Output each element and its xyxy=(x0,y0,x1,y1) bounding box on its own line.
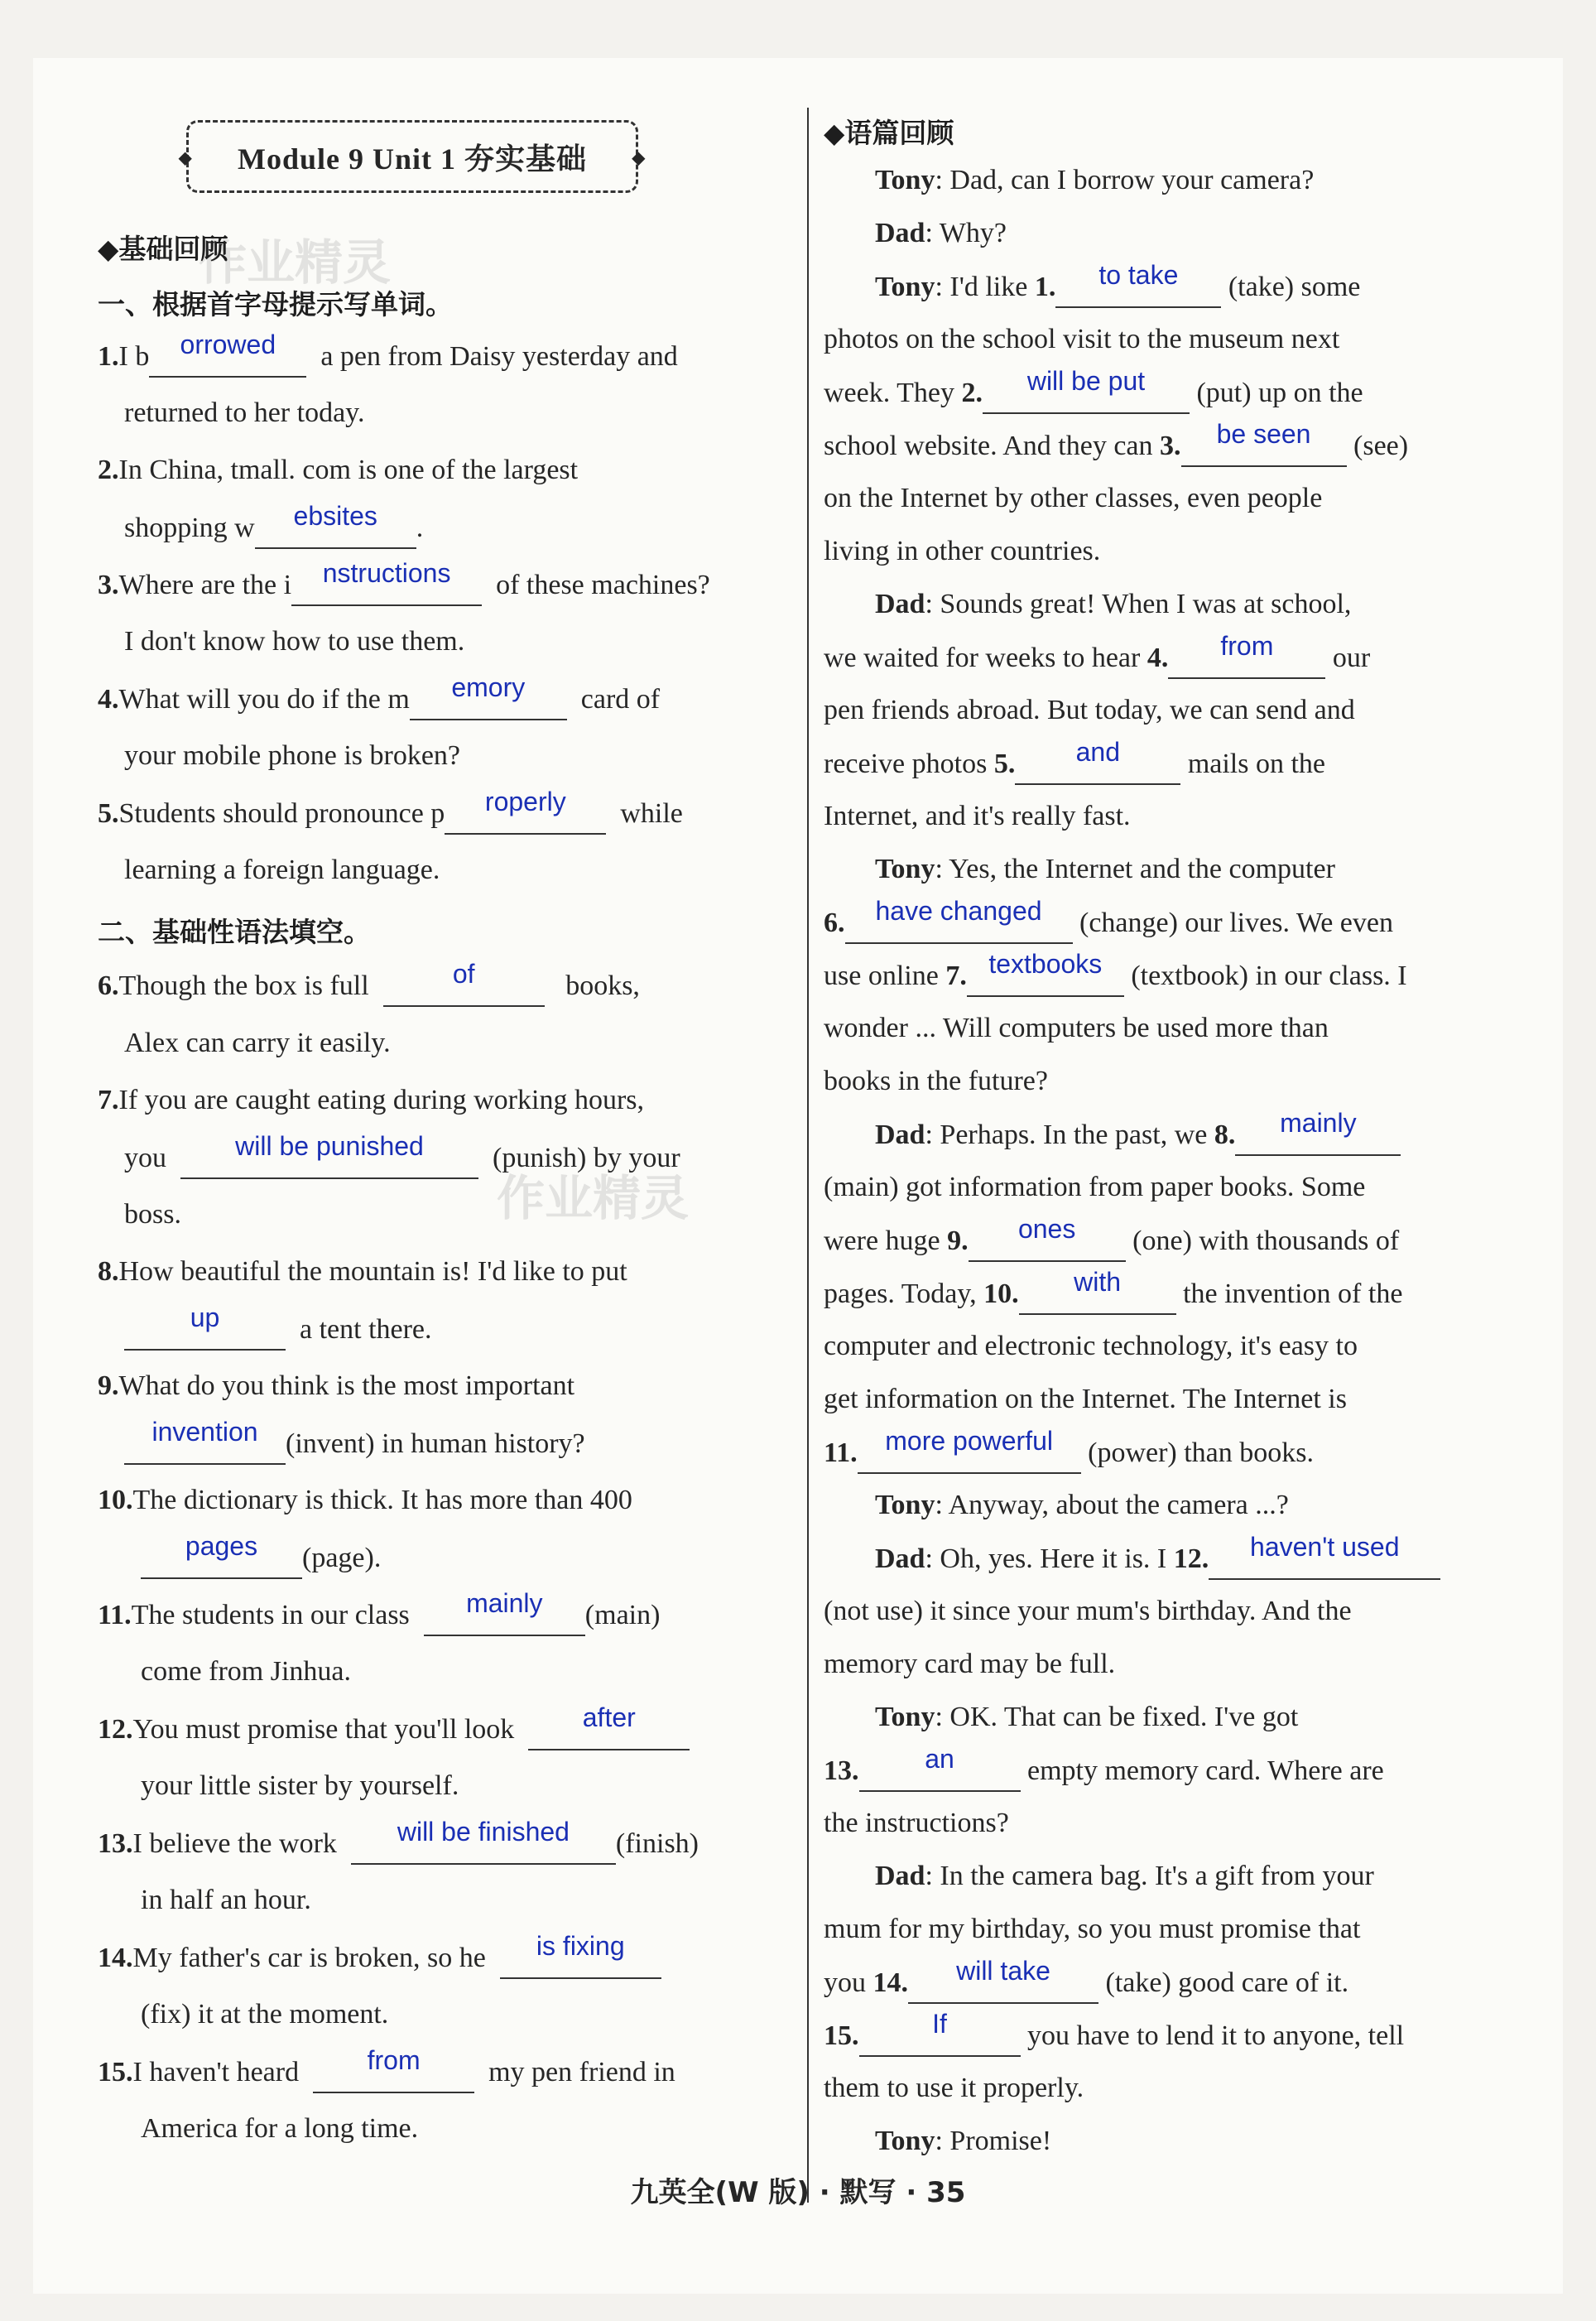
answer-blank[interactable]: have changed xyxy=(845,906,1073,944)
question-14: 14.My father's car is broken, so he is fixing xyxy=(98,1941,661,1979)
question-13: 13.I believe the work will be finished (finish) xyxy=(98,1827,699,1865)
answer-blank[interactable]: If xyxy=(859,2019,1021,2057)
question-5: 5.Students should pronounce p roperly while xyxy=(98,797,683,835)
answer-blank[interactable]: mainly xyxy=(1235,1118,1401,1156)
answer-blank[interactable]: orrowed xyxy=(149,339,306,378)
answer-blank[interactable]: after xyxy=(528,1712,690,1750)
answer-blank[interactable]: to take xyxy=(1055,270,1221,308)
question-6: 6.Though the box is full of books, xyxy=(98,969,640,1007)
answer-blank[interactable]: ebsites xyxy=(255,511,416,549)
answer-blank[interactable]: is fixing xyxy=(500,1941,661,1979)
title-text: Module 9 Unit 1 夯实基础 xyxy=(237,142,587,176)
watermark: 作业精灵 xyxy=(199,234,392,291)
answer-blank[interactable]: emory xyxy=(410,682,567,720)
question-1: 1.I b orrowed a pen from Daisy yesterday and xyxy=(98,339,678,378)
answer-blank[interactable]: up xyxy=(124,1312,286,1351)
question-10: 10.The dictionary is thick. It has more than 400 xyxy=(98,1485,632,1515)
answer-blank[interactable]: mainly xyxy=(424,1598,585,1636)
question-8: 8.How beautiful the mountain is! I'd like to put xyxy=(98,1256,627,1287)
diamond-icon: ◆ xyxy=(632,149,646,167)
question-15: 15.I haven't heard from my pen friend in xyxy=(98,2055,675,2093)
question-9: 9.What do you think is the most important xyxy=(98,1370,575,1401)
answer-blank[interactable]: from xyxy=(313,2055,474,2093)
question-2: 2.In China, tmall. com is one of the largest xyxy=(98,455,579,485)
answer-blank[interactable]: from xyxy=(1168,641,1325,679)
answer-blank[interactable]: will be finished xyxy=(351,1827,616,1865)
answer-blank[interactable]: ones xyxy=(969,1224,1126,1262)
question-7: 7.If you are caught eating during working hours, xyxy=(98,1085,644,1115)
worksheet-page: ◆ Module 9 Unit 1 夯实基础 ◆ 作业精灵 作业精灵 ◆基础回顾 一、根据首字母提示写单词。 1.I b orrowed a pen from Daisy yesterday and returned to her today. 2.In China, tmall. com is one of the largest shopping w ebsites . 3.Where are the i nstructions of these machines? I don't know how to use them. 4.What will you do if the m emory card of your mobile phone is broken? 5.Students should pronounce p roperly while learning a foreign language. 二、基础性语法填空。 6.Though the box is full of books, Alex can carry it easily. 7.If you are caught eating during working hours, you will be punished (punish) by your boss. 8.How beautiful the mountain is! I'd like to put up a tent there. 9.What do you think is the most important invention (invent) in human history? 10.The dictionary is thick. It has more than 400 pages (page). 11.The students in our class mainly (main) come from Jinhua. 12.You must promise that you'll look after your little sister by yourself. 13.I believe the work will be finished (finish) in half an hour. 14.My father's car is broken, so he is fixing (fix) it at the moment. 15.I haven't heard from my pen friend in America for a long time. ◆语篇回顾 Tony: Dad, can I borrow your camera? Dad: Why? Tony: I'd like 1. to take (take) some photos on the school visit to the museum next week. They 2. will be put (put) up on the school website. And they can 3. be seen (see) on the Internet by other classes, even people living in other countries. Dad: Sounds great! When I was at school, we waited for weeks to hear 4. from our pen friends abroad. But today, we can send and receive photos 5. and mails on the Internet, and it's really fast. Tony: Yes, the Internet and the computer 6. have changed (change) our lives. We even use online 7. textbooks (textbook) in our class. I wonder ... Will computers be used more than books in the future? Dad: Perhaps. In the past, we 8. mainly (main) got information from paper books. Some were huge 9. ones (one) with thousands of pages. Today, 10. with the invention of the computer and electronic technology, it's easy to get information on the Internet. The Internet is 11. more powerful (power) than books. Tony: Anyway, about the camera ...? Dad: Oh, yes. Here it is. I 12. haven't used (not use) it since your mum's birthday. And the memory card may be full. Tony: OK. That can be fixed. I've got 13. an empty memory card. Where are the instructions? Dad: In the camera bag. It's a gift from your mum for my birthday, so you must promise that you 14. will take (take) good care of it. 15. If you have to lend it to anyone, tell them to use it properly. Tony: Promise! 九英全(W 版) · 默写 · 35 xyxy=(33,58,1563,2294)
page-footer: 九英全(W 版) · 默写 · 35 xyxy=(630,2176,966,2209)
answer-blank[interactable]: more powerful xyxy=(858,1436,1081,1474)
question-4: 4.What will you do if the m emory card of xyxy=(98,682,660,720)
part-heading: 二、基础性语法填空。 xyxy=(98,916,371,948)
answer-blank[interactable]: will be punished xyxy=(180,1141,478,1179)
answer-blank[interactable]: textbooks xyxy=(967,959,1124,997)
page-title xyxy=(179,120,646,193)
column-divider xyxy=(807,108,809,2203)
section-heading: ◆语篇回顾 xyxy=(824,117,954,149)
answer-blank[interactable]: pages xyxy=(141,1541,302,1579)
answer-blank[interactable]: be seen xyxy=(1181,429,1347,467)
question-3: 3.Where are the i nstructions of these machines? xyxy=(98,568,710,606)
section-heading: ◆基础回顾 xyxy=(98,233,228,265)
answer-blank[interactable]: invention xyxy=(124,1427,286,1465)
answer-blank[interactable]: haven't used xyxy=(1209,1542,1440,1580)
answer-blank[interactable]: will take xyxy=(908,1966,1098,2004)
question-12: 12.You must promise that you'll look after xyxy=(98,1712,690,1750)
answer-blank[interactable]: an xyxy=(859,1754,1021,1792)
question-11: 11.The students in our class mainly (main) xyxy=(98,1598,660,1636)
part-heading: 一、根据首字母提示写单词。 xyxy=(98,288,453,320)
answer-blank[interactable]: with xyxy=(1019,1277,1176,1315)
watermark: 作业精灵 xyxy=(497,1170,690,1226)
diamond-icon: ◆ xyxy=(179,149,193,167)
answer-blank[interactable]: roperly xyxy=(445,797,606,835)
answer-blank[interactable]: and xyxy=(1015,747,1180,785)
answer-blank[interactable]: nstructions xyxy=(291,568,482,606)
answer-blank[interactable]: will be put xyxy=(983,376,1190,414)
answer-blank[interactable]: of xyxy=(383,969,545,1007)
